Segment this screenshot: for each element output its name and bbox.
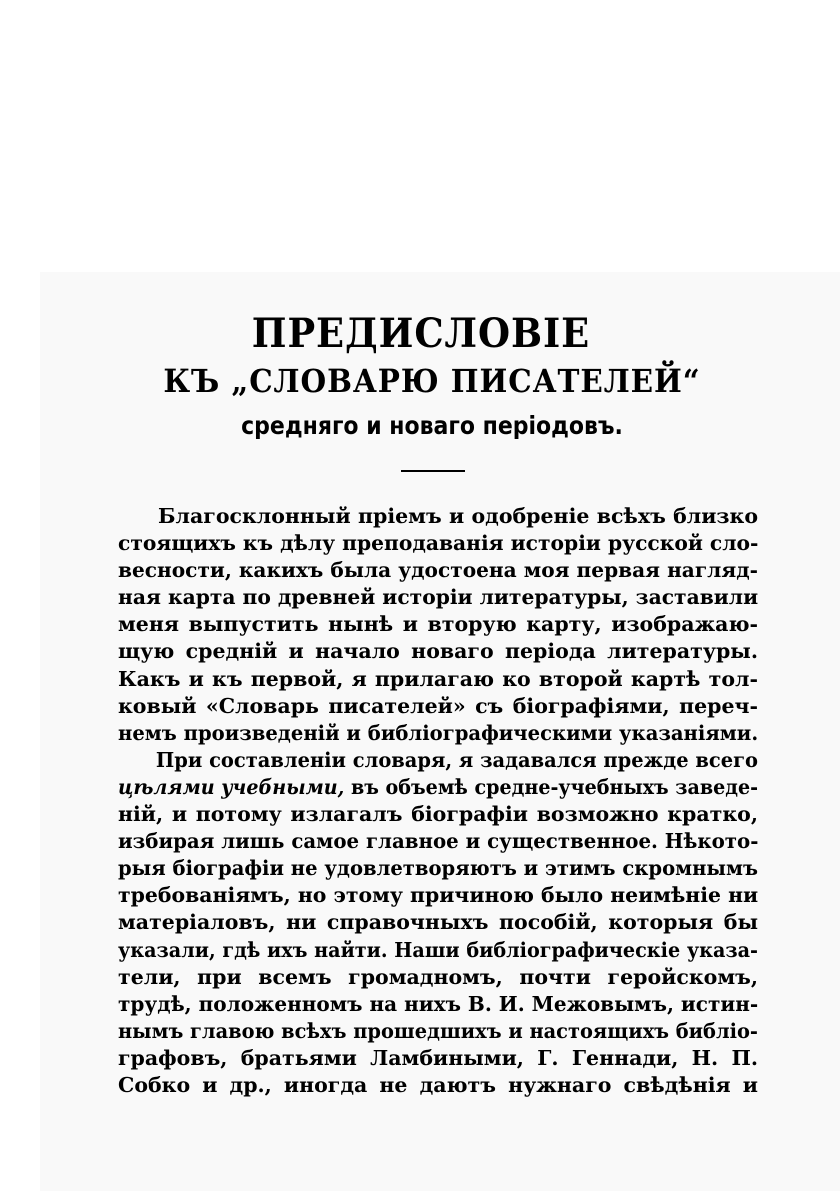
text-line: щую средній и начало новаго періода литературы.	[118, 639, 758, 664]
italic-phrase: цѣлями учебными,	[118, 774, 345, 799]
text-line: стоящихъ къ дѣлу преподаванія исторіи русской сло-	[118, 531, 759, 556]
text-line: ная карта по древней исторіи литературы, заставили	[118, 585, 759, 610]
text-line: немъ произведеній и библіографическими указаніями.	[118, 720, 759, 745]
page-subtitle-secondary: средняго и новаго періодовъ.	[241, 411, 623, 440]
text-line: рыя біографіи не удовлетворяютъ и этимъ скромнымъ	[118, 856, 758, 881]
body-text	[118, 503, 758, 1099]
text-line: матеріаловъ, ни справочныхъ пособій, которыя бы	[118, 910, 758, 935]
text-line: тели, при всемъ громадномъ, почти геройскомъ,	[118, 964, 758, 989]
text-line: указали, гдѣ ихъ найти. Наши библіографическіе указа-	[118, 937, 759, 962]
text-line: весности, какихъ была удостоена моя первая нагляд-	[118, 558, 759, 583]
text-line: требованіямъ, но этому причиною было неимѣніе ни	[118, 883, 759, 908]
text-line: При составленіи словаря, я задавался прежде всего	[155, 747, 758, 772]
text-line: ній, и потому излагалъ біографіи возможно кратко,	[118, 802, 758, 827]
text-line: Благосклонный пріемъ и одобреніе всѣхъ близко	[158, 504, 758, 528]
text-line: нымъ главою всѣхъ прошедшихъ и настоящихъ библіо-	[118, 1018, 758, 1043]
text-line: графовъ, братьями Ламбиными, Г. Геннади, Н. П.	[118, 1045, 758, 1070]
text-line: Какъ и къ первой, я прилагаю ко второй картѣ тол-	[118, 666, 758, 691]
text-line-with-italic	[118, 774, 758, 801]
page-subtitle: КЪ „СЛОВАРЮ ПИСАТЕЛЕЙ“	[163, 362, 701, 400]
text-line: избирая лишь самое главное и существенное. Нѣкото-	[118, 829, 759, 854]
text-line: меня выпустить нынѣ и вторую карту, изображаю-	[118, 612, 758, 637]
text-line: трудѣ, положенномъ на нихъ В. И. Межовымъ, истин-	[118, 991, 759, 1016]
text-line-remainder: въ объемѣ средне-учебныхъ заведе-	[344, 774, 759, 799]
page-title: ПРЕДИСЛОВІЕ	[251, 310, 591, 357]
text-line: Собко и др., иногда не даютъ нужнаго свѣдѣнія и	[118, 1072, 758, 1097]
text-line: ковый «Словарь писателей» съ біографіями, переч-	[118, 693, 758, 718]
title-divider	[401, 470, 465, 472]
